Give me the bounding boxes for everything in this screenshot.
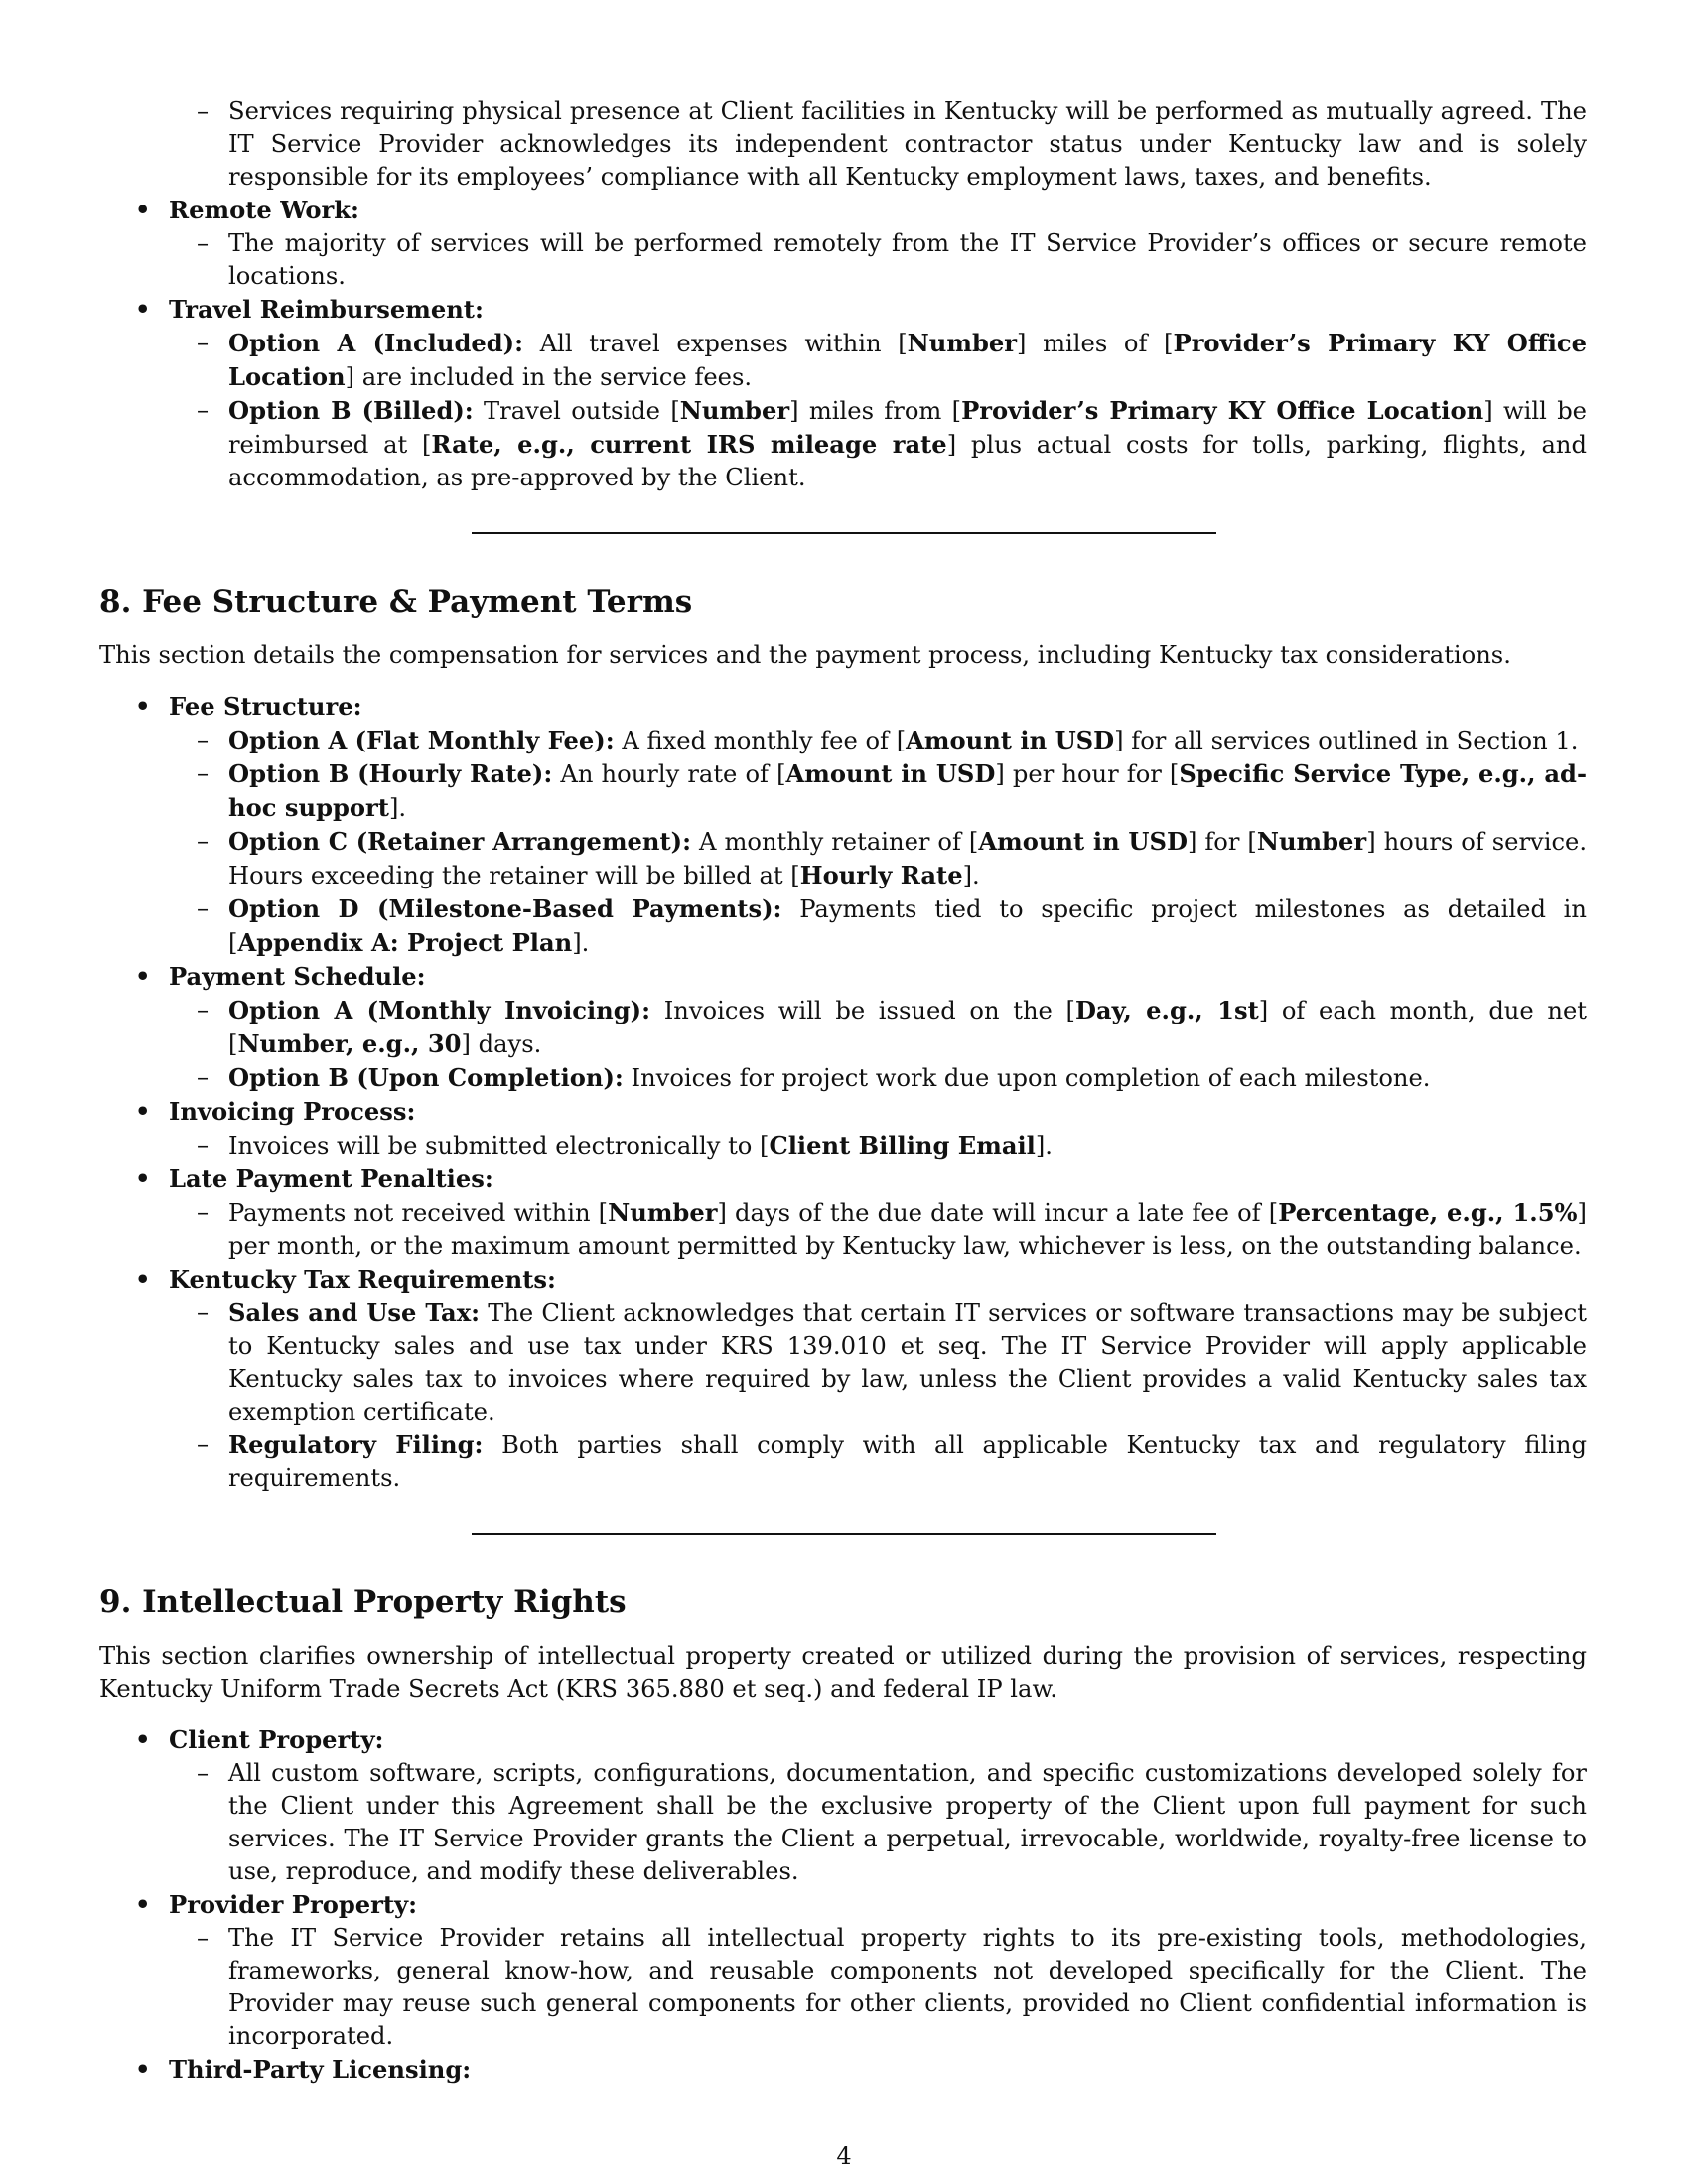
ip-list [99,1723,1587,2087]
bullet-icon: • [135,2055,151,2084]
section-divider [472,532,1216,534]
dash-icon: – [197,1298,210,1326]
list-item: – The majority of services will be performed remotely from the IT Service Provider’s offices or secure remote locations. [197,229,1587,290]
list-item: • Third-Party Licensing: [135,2055,472,2084]
page-number: 4 [836,2142,852,2170]
travel-list [99,95,1587,494]
list-item: • Invoicing Process: [135,1097,416,1126]
list-item: – Sales and Use Tax: The Client acknowledges that certain IT services or software transactions may be subject to Kentucky sales and use tax under KRS 139.010 et seq. The IT Service Provider will apply applicable Kentucky sales tax to invoices where required by law, unless the Client provides a valid Kentucky sales tax exemption certificate. [197,1298,1587,1426]
dash-icon: – [197,1131,210,1159]
list-item: – The IT Service Provider retains all intellectual property rights to its pre-existing tools, methodologies, frameworks, general know-how, and reusable components not developed specifically for the Client. The Provider may reuse such general components for other clients, provided no Client confidential information is incorporated. [197,1924,1587,2050]
bullet-icon: • [135,295,151,324]
section-intro: This section clarifies ownership of intellectual property created or utilized during the provision of services, respecting Kentucky Uniform Trade Secrets Act (KRS 365.880 et seq.) and federal IP law. [99,1642,1587,1703]
dash-icon: – [197,1924,210,1952]
bullet-icon: • [135,1890,151,1919]
document-page [99,95,1587,2087]
bullet-icon: • [135,1164,151,1193]
list-item: – Option C (Retainer Arrangement): A monthly retainer of [Amount in USD] for [Number] hours of service. Hours exceeding the retainer will be billed at [Hourly Rate]. [197,827,1588,889]
list-item: • Client Property: [135,1725,384,1754]
list-item: – Option A (Flat Monthly Fee): A fixed monthly fee of [Amount in USD] for all services outlined in Section 1. [197,726,1579,754]
list-item: – Payments not received within [Number] days of the due date will incur a late fee of [Percentage, e.g., 1.5%] per month, or the maximum amount permitted by Kentucky law, whichever is less, on the outstanding balance. [197,1198,1587,1260]
list-item: – Regulatory Filing: Both parties shall comply with all applicable Kentucky tax and regulatory filing requirements. [197,1431,1587,1492]
list-item: • Fee Structure: [135,692,362,721]
dash-icon: – [197,1431,210,1458]
section-divider [472,1533,1216,1535]
dash-icon: – [197,329,210,356]
dash-icon: – [197,396,210,424]
list-item: • Payment Schedule: [135,962,426,991]
section-intro: This section details the compensation for services and the payment process, including Kentucky tax considerations. [99,641,1511,669]
list-item: – Option B (Hourly Rate): An hourly rate of [Amount in USD] per hour for [Specific Service Type, e.g., ad-hoc support]. [197,759,1587,822]
dash-icon: – [197,97,210,125]
section-heading: 8. Fee Structure & Payment Terms [99,584,693,619]
bullet-icon: • [135,962,151,991]
bullet-icon: • [135,1725,151,1754]
bullet-icon: • [135,1265,151,1294]
list-item: • Travel Reimbursement: [135,295,484,324]
list-item: – Invoices will be submitted electronically to [Client Billing Email]. [197,1131,1053,1160]
fee-list [99,690,1587,1495]
dash-icon: – [197,726,210,753]
bullet-icon: • [135,196,151,224]
bullet-icon: • [135,692,151,721]
list-item: – Option D (Milestone-Based Payments): Payments tied to specific project milestones as detailed in [Appendix A: Project Plan]. [197,894,1587,957]
list-item: – Option B (Billed): Travel outside [Number] miles from [Provider’s Primary KY Office Location] will be reimbursed at [Rate, e.g., current IRS mileage rate] plus actual costs for tolls, parking, flights, and accommodation, as pre-approved by the Client. [197,396,1587,491]
list-item: – All custom software, scripts, configurations, documentation, and specific customizations developed solely for the Client under this Agreement shall be the exclusive property of the Client upon full payment for such services. The IT Service Provider grants the Client a perpetual, irrevocable, worldwide, royalty-free license to use, reproduce, and modify these deliverables. [197,1759,1587,1885]
dash-icon: – [197,1198,210,1226]
list-item: • Kentucky Tax Requirements: [135,1265,556,1294]
list-item: • Provider Property: [135,1890,418,1919]
list-item: • Late Payment Penalties: [135,1164,493,1193]
bullet-icon: • [135,1097,151,1126]
dash-icon: – [197,996,210,1024]
section-heading: 9. Intellectual Property Rights [99,1584,627,1620]
list-item: – Services requiring physical presence at Client facilities in Kentucky will be performed as mutually agreed. The IT Service Provider acknowledges its independent contractor status under Kentucky law and is solely responsible for its employees’ compliance with all Kentucky employment laws, taxes, and benefits. [197,97,1587,191]
list-item: • Remote Work: [135,196,359,224]
dash-icon: – [197,759,210,787]
dash-icon: – [197,229,210,257]
dash-icon: – [197,1759,210,1787]
dash-icon: – [197,894,210,922]
dash-icon: – [197,827,210,855]
list-item: – Option A (Monthly Invoicing): Invoices will be issued on the [Day, e.g., 1st] of each month, due net [Number, e.g., 30] days. [197,996,1587,1058]
list-item: – Option B (Upon Completion): Invoices for project work due upon completion of each milestone. [197,1063,1431,1092]
list-item: – Option A (Included): All travel expenses within [Number] miles of [Provider’s Primary KY Office Location] are included in the service fees. [197,329,1587,391]
dash-icon: – [197,1063,210,1091]
